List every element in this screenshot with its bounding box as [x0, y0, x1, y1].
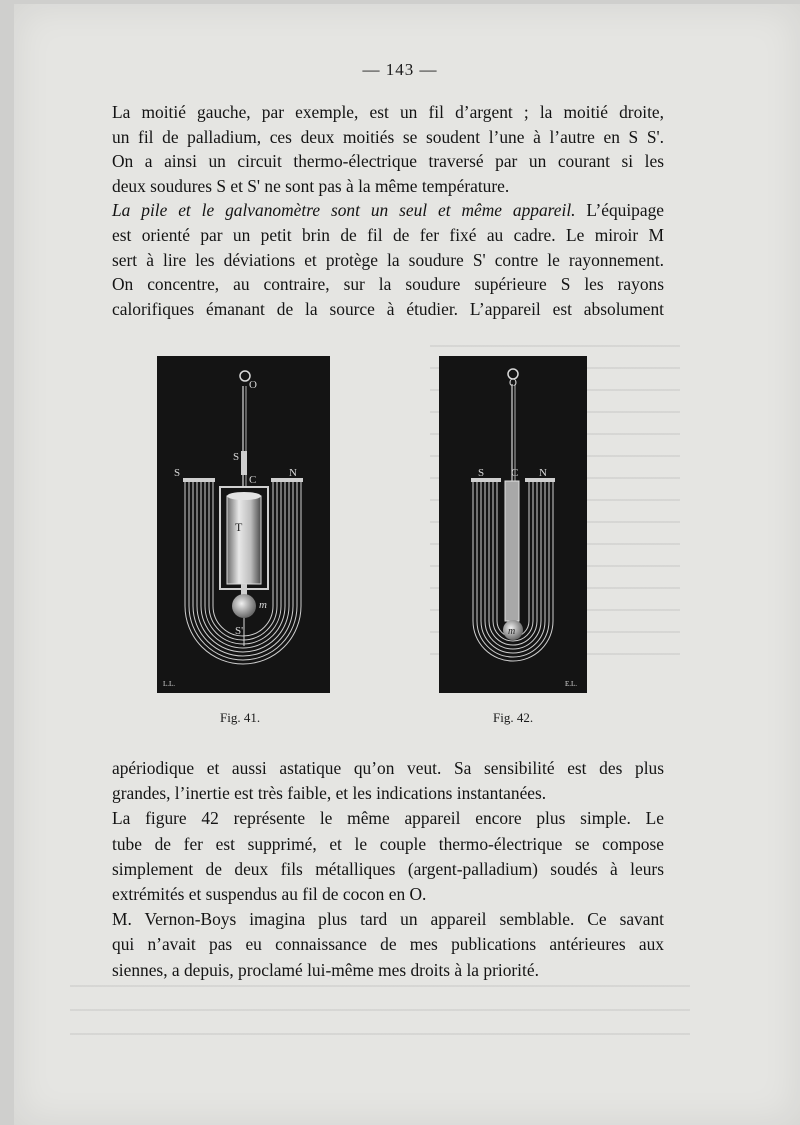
label-o: O — [249, 379, 257, 391]
text-line: La moitié gauche, par exemple, est un fil d’argent ; la moitié droite, — [112, 102, 664, 122]
figure-42-caption: Fig. 42. — [493, 710, 534, 725]
label-c: C — [511, 467, 519, 479]
label-s: S — [174, 467, 181, 479]
text-line: grandes, l’inertie est très faible, et les indications instantanées. — [112, 783, 547, 804]
top-text — [112, 100, 664, 321]
text-line: On concentre, au contraire, sur la soudure supérieure S les rayons — [112, 274, 664, 295]
text-line: apériodique et aussi astatique qu’on veut. Sa sensibilité est des plus — [112, 758, 664, 778]
label-n: N — [289, 467, 297, 479]
figure-42-engraving — [439, 356, 587, 693]
engraver-mark: L.L. — [163, 680, 176, 688]
label-c: C — [249, 474, 257, 486]
figure-41-engraving — [157, 356, 330, 693]
label-n: N — [539, 467, 547, 479]
text-line: simplement de deux fils métalliques (argent-palladium) soudés à leurs — [112, 858, 664, 879]
label-s-upper: S — [233, 451, 240, 463]
figure-41-caption: Fig. 41. — [220, 710, 261, 725]
text-line-italic-lead — [112, 198, 664, 223]
bleed-through-bottom — [70, 985, 690, 1045]
text-line: deux soudures S et S' ne sont pas à la même température. — [112, 175, 510, 196]
text-line: calorifiques émanant de la source à étudier. L’appareil est absolument — [112, 298, 664, 319]
page-number: — 143 — — [362, 60, 438, 79]
label-s: S — [478, 467, 485, 479]
text-line: On a ainsi un circuit thermo-électrique traversé par un courant si les — [112, 151, 664, 172]
label-m: m — [259, 599, 267, 611]
label-o: O — [509, 377, 517, 389]
text-line: est orienté par un petit brin de fil de fer fixé au cadre. Le miroir M — [112, 224, 664, 245]
text-line: M. Vernon-Boys imagina plus tard un appareil semblable. Ce savant — [112, 909, 664, 930]
text-line-rest: L’équipage — [575, 200, 665, 221]
text-line: extrémités et suspendus au fil de cocon en O. — [112, 884, 427, 905]
label-s-prime: S' — [235, 625, 244, 637]
label-m: m — [508, 626, 516, 637]
text-line: sert à lire les déviations et protège la soudure S' contre le rayonnement. — [112, 249, 664, 270]
text-line: qui n’avait pas eu connaissance de mes publications antérieures aux — [112, 934, 664, 955]
text-line: un fil de palladium, ces deux moitiés se soudent l’une à l’autre en S S'. — [112, 126, 664, 147]
italic-lead: La pile et le galvanomètre sont un seul et même appareil. — [112, 200, 576, 221]
text-line: tube de fer est supprimé, et le couple thermo-électrique se compose — [112, 833, 664, 854]
text-line: La figure 42 représente le même appareil encore plus simple. Le — [112, 808, 664, 829]
label-t: T — [235, 520, 243, 534]
engraver-mark: E.L. — [565, 680, 578, 688]
bottom-text — [112, 756, 664, 983]
text-line: siennes, a depuis, proclamé lui-même mes droits à la priorité. — [112, 959, 539, 980]
